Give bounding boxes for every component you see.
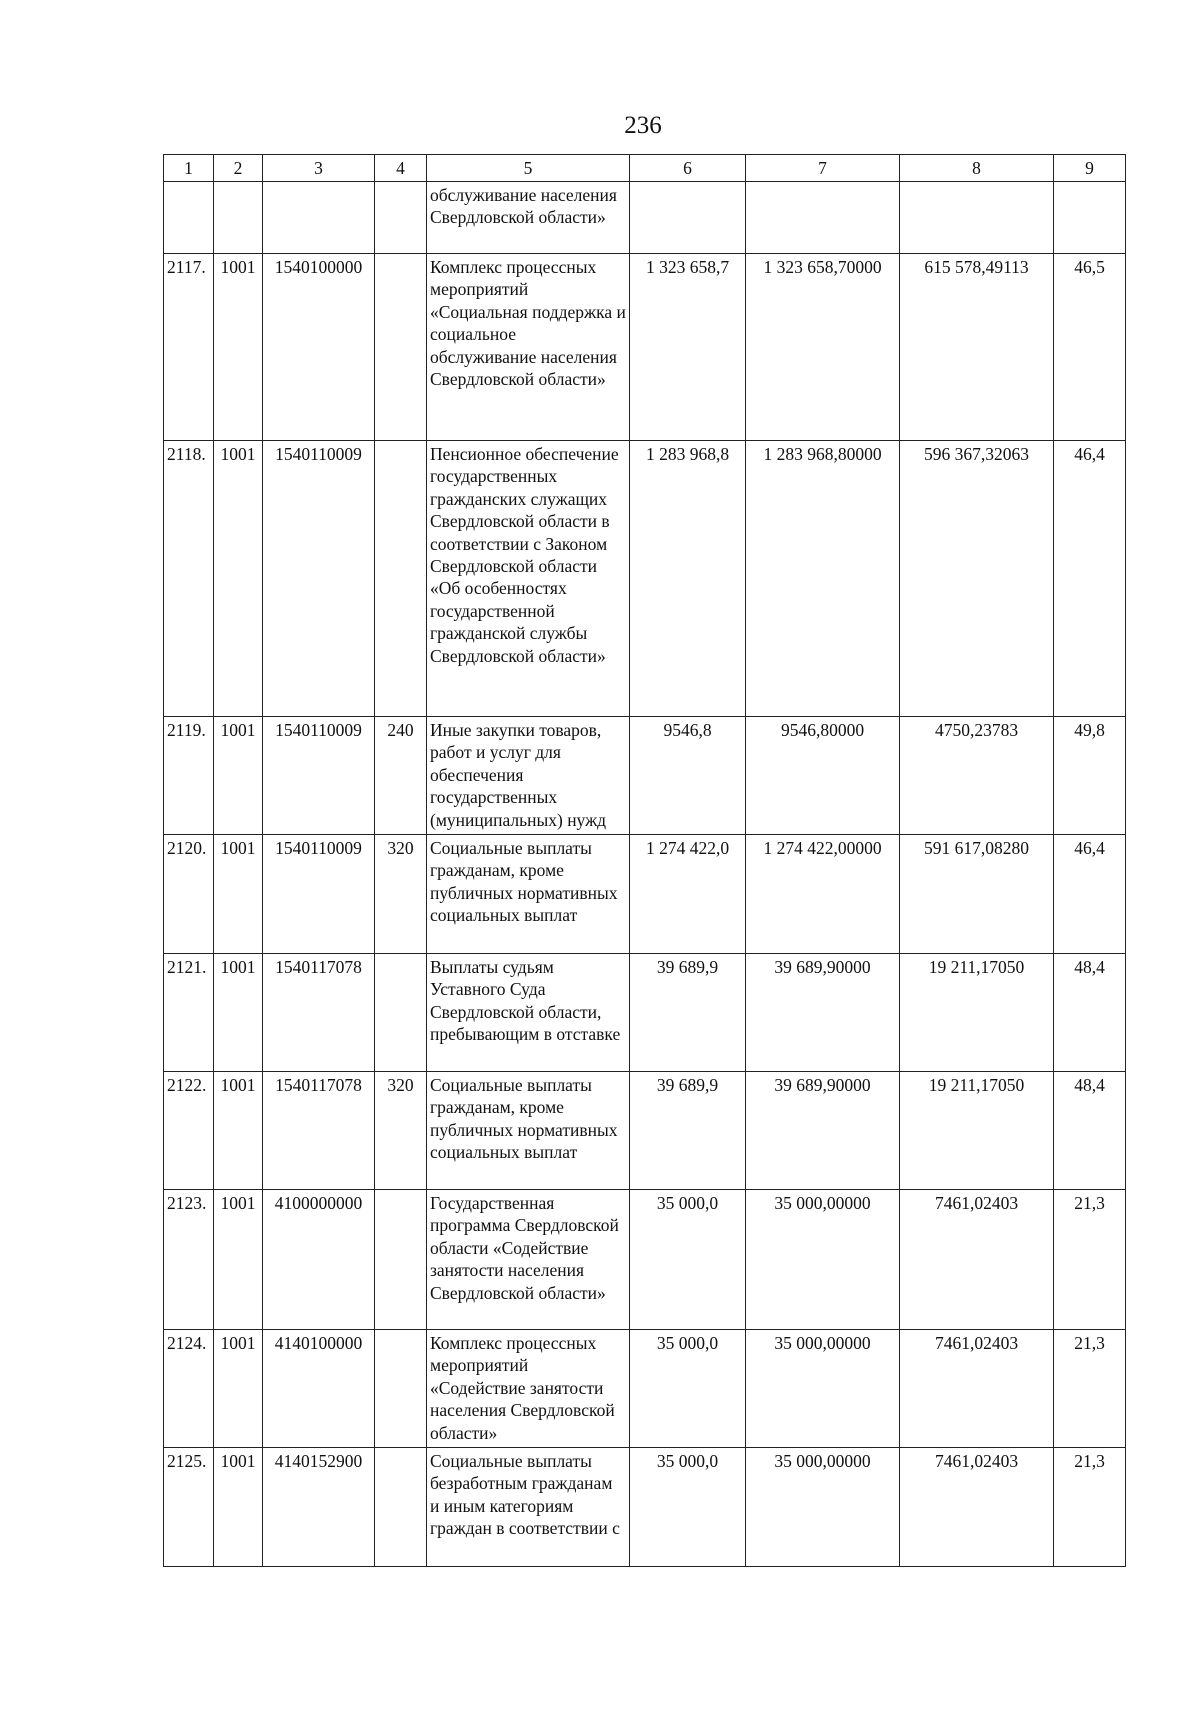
section-code: 1001 xyxy=(214,717,263,835)
expense-type xyxy=(375,1330,427,1448)
target-code: 4100000000 xyxy=(263,1190,375,1330)
table-row xyxy=(164,954,1126,1072)
value-col7: 35 000,00000 xyxy=(746,1448,900,1567)
target-code: 1540110009 xyxy=(263,441,375,717)
section-code: 1001 xyxy=(214,954,263,1072)
value-col6: 1 323 658,7 xyxy=(630,254,746,441)
value-col9: 21,3 xyxy=(1054,1448,1126,1567)
value-col7: 35 000,00000 xyxy=(746,1330,900,1448)
target-code: 4140152900 xyxy=(263,1448,375,1567)
value-col9: 46,4 xyxy=(1054,441,1126,717)
item-name: Государственная программа Свердловской области «Содействие занятости населения Свердловской области» xyxy=(427,1190,630,1330)
table-row xyxy=(164,1448,1126,1567)
expense-type: 240 xyxy=(375,717,427,835)
value-col7: 39 689,90000 xyxy=(746,954,900,1072)
value-col8: 7461,02403 xyxy=(900,1330,1054,1448)
table-row xyxy=(164,717,1126,835)
expense-type xyxy=(375,441,427,717)
table-row xyxy=(164,835,1126,954)
value-col9: 21,3 xyxy=(1054,1330,1126,1448)
expense-type: 320 xyxy=(375,835,427,954)
target-code: 1540110009 xyxy=(263,717,375,835)
value-col6: 1 274 422,0 xyxy=(630,835,746,954)
target-code: 1540100000 xyxy=(263,254,375,441)
value-col6: 39 689,9 xyxy=(630,954,746,1072)
value-col7: 1 283 968,80000 xyxy=(746,441,900,717)
value-col7: 35 000,00000 xyxy=(746,1190,900,1330)
column-header: 7 xyxy=(746,155,900,182)
column-header: 1 xyxy=(164,155,214,182)
value-col7: 1 323 658,70000 xyxy=(746,254,900,441)
value-col6: 35 000,0 xyxy=(630,1448,746,1567)
value-col7: 1 274 422,00000 xyxy=(746,835,900,954)
value-col9: 46,5 xyxy=(1054,254,1126,441)
value-col9: 49,8 xyxy=(1054,717,1126,835)
value-col9 xyxy=(1054,182,1126,254)
row-number xyxy=(164,182,214,254)
expense-type xyxy=(375,954,427,1072)
row-number: 2119. xyxy=(164,717,214,835)
target-code: 1540117078 xyxy=(263,1072,375,1190)
row-number: 2123. xyxy=(164,1190,214,1330)
column-header: 3 xyxy=(263,155,375,182)
value-col7 xyxy=(746,182,900,254)
value-col9: 48,4 xyxy=(1054,954,1126,1072)
row-number: 2125. xyxy=(164,1448,214,1567)
value-col8: 591 617,08280 xyxy=(900,835,1054,954)
value-col8: 19 211,17050 xyxy=(900,954,1054,1072)
target-code: 4140100000 xyxy=(263,1330,375,1448)
item-name: Комплекс процессных мероприятий «Социальная поддержка и социальное обслуживание населения Свердловской области» xyxy=(427,254,630,441)
row-number: 2120. xyxy=(164,835,214,954)
row-number: 2117. xyxy=(164,254,214,441)
value-col9: 21,3 xyxy=(1054,1190,1126,1330)
section-code: 1001 xyxy=(214,835,263,954)
expense-type xyxy=(375,182,427,254)
table-row xyxy=(164,1190,1126,1330)
section-code: 1001 xyxy=(214,1190,263,1330)
item-name: Иные закупки товаров, работ и услуг для обеспечения государственных (муниципальных) нужд xyxy=(427,717,630,835)
item-name: Пенсионное обеспечение государственных гражданских служащих Свердловской области в соответствии с Законом Свердловской области «Об особенностях государственной гражданской службы Свердловской области» xyxy=(427,441,630,717)
item-name: Выплаты судьям Уставного Суда Свердловской области, пребывающим в отставке xyxy=(427,954,630,1072)
value-col8: 596 367,32063 xyxy=(900,441,1054,717)
item-name: Социальные выплаты безработным гражданам и иным категориям граждан в соответствии с xyxy=(427,1448,630,1567)
expense-type xyxy=(375,254,427,441)
row-number: 2122. xyxy=(164,1072,214,1190)
value-col8: 615 578,49113 xyxy=(900,254,1054,441)
section-code: 1001 xyxy=(214,1072,263,1190)
value-col8: 7461,02403 xyxy=(900,1190,1054,1330)
column-header: 4 xyxy=(375,155,427,182)
value-col6: 9546,8 xyxy=(630,717,746,835)
table-row xyxy=(164,182,1126,254)
value-col6: 35 000,0 xyxy=(630,1330,746,1448)
value-col7: 9546,80000 xyxy=(746,717,900,835)
value-col8 xyxy=(900,182,1054,254)
section-code xyxy=(214,182,263,254)
column-header: 5 xyxy=(427,155,630,182)
table-row xyxy=(164,1072,1126,1190)
value-col6: 1 283 968,8 xyxy=(630,441,746,717)
table-row xyxy=(164,441,1126,717)
target-code xyxy=(263,182,375,254)
target-code: 1540117078 xyxy=(263,954,375,1072)
expense-type xyxy=(375,1190,427,1330)
value-col8: 7461,02403 xyxy=(900,1448,1054,1567)
budget-table xyxy=(163,154,1126,1567)
expense-type: 320 xyxy=(375,1072,427,1190)
section-code: 1001 xyxy=(214,1330,263,1448)
column-header: 6 xyxy=(630,155,746,182)
section-code: 1001 xyxy=(214,441,263,717)
item-name: обслуживание населения Свердловской области» xyxy=(427,182,630,254)
section-code: 1001 xyxy=(214,254,263,441)
value-col6: 39 689,9 xyxy=(630,1072,746,1190)
value-col9: 46,4 xyxy=(1054,835,1126,954)
value-col8: 4750,23783 xyxy=(900,717,1054,835)
value-col6: 35 000,0 xyxy=(630,1190,746,1330)
row-number: 2121. xyxy=(164,954,214,1072)
value-col9: 48,4 xyxy=(1054,1072,1126,1190)
target-code: 1540110009 xyxy=(263,835,375,954)
column-header: 2 xyxy=(214,155,263,182)
item-name: Комплекс процессных мероприятий «Содействие занятости населения Свердловской области» xyxy=(427,1330,630,1448)
row-number: 2124. xyxy=(164,1330,214,1448)
section-code: 1001 xyxy=(214,1448,263,1567)
table-header-row xyxy=(164,155,1126,182)
row-number: 2118. xyxy=(164,441,214,717)
item-name: Социальные выплаты гражданам, кроме публичных нормативных социальных выплат xyxy=(427,1072,630,1190)
value-col7: 39 689,90000 xyxy=(746,1072,900,1190)
table-row xyxy=(164,254,1126,441)
table-row xyxy=(164,1330,1126,1448)
page-number: 236 xyxy=(624,112,662,139)
column-header: 8 xyxy=(900,155,1054,182)
value-col8: 19 211,17050 xyxy=(900,1072,1054,1190)
expense-type xyxy=(375,1448,427,1567)
column-header: 9 xyxy=(1054,155,1126,182)
item-name: Социальные выплаты гражданам, кроме публичных нормативных социальных выплат xyxy=(427,835,630,954)
value-col6 xyxy=(630,182,746,254)
